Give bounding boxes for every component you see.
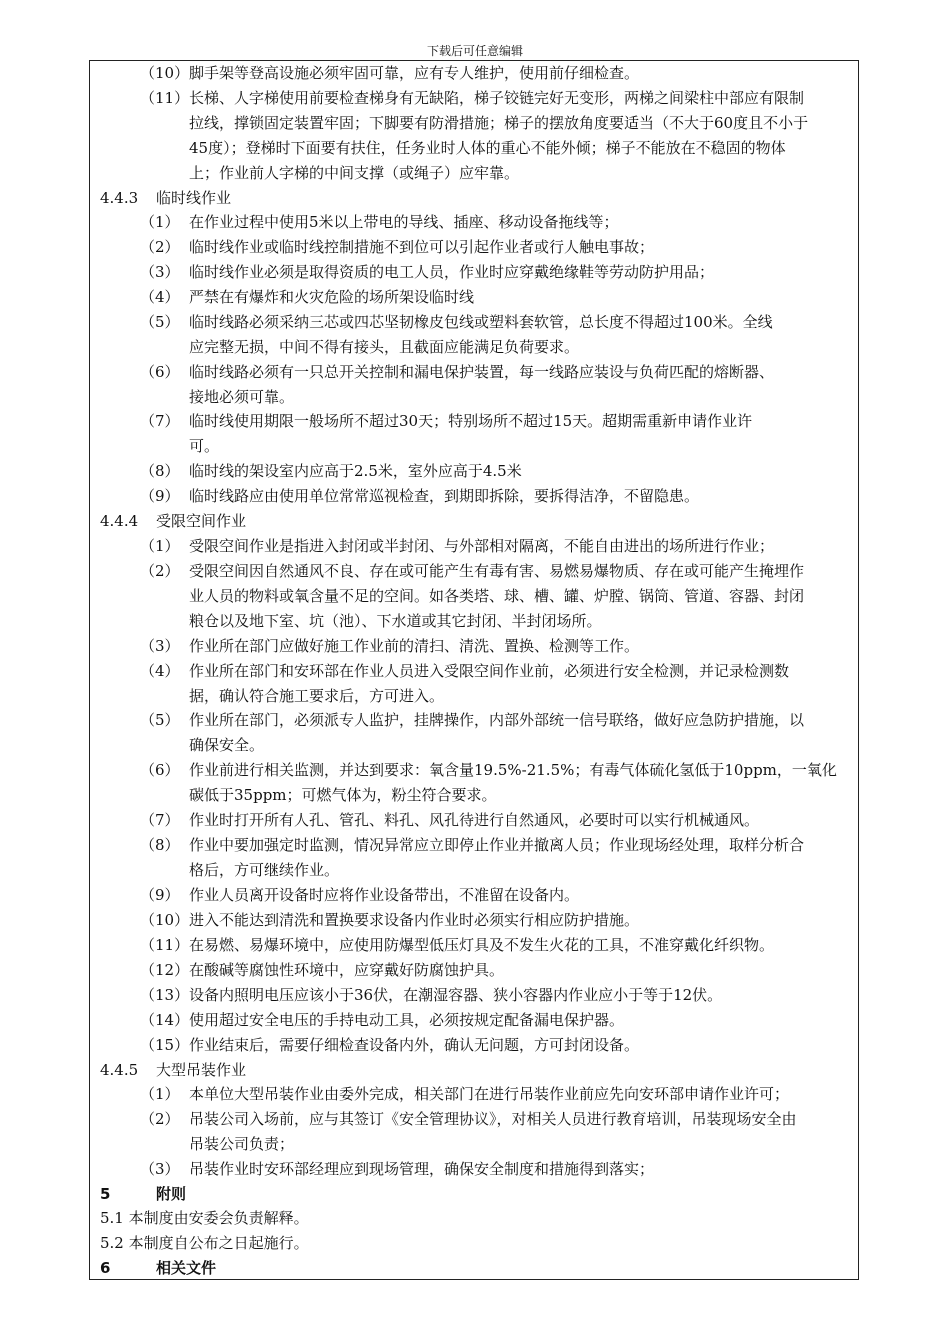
item-text: 在易燃、易爆环境中，应使用防爆型低压灯具及不发生火花的工具，不准穿戴化纤织物。 [189, 936, 775, 954]
item-text: 应完整无损，中间不得有接头，且截面应能满足负荷要求。 [189, 338, 580, 356]
item-text: 临时线路必须采纳三芯或四芯坚韧橡皮包线或塑料套软管，总长度不得超过100米。全线 [189, 313, 773, 331]
item-text: 作业前进行相关监测，并达到要求：氧含量19.5%-21.5%；有毒气体硫化氢低于10ppm，一氧化 [189, 761, 837, 779]
item-text: 作业结束后，需要仔细检查设备内外，确认无问题，方可封闭设备。 [189, 1036, 640, 1054]
item-number: （1） [140, 213, 180, 231]
item-text: 临时线作业或临时线控制措施不到位可以引起作业者或行人触电事故； [189, 238, 655, 256]
item-text: 吊装公司入场前，应与其签订《安全管理协议》，对相关人员进行教育培训，吊装现场安全由 [189, 1110, 797, 1128]
item-number: （14） [140, 1011, 190, 1029]
item-number: （13） [140, 986, 190, 1004]
item-text: 在作业过程中使用5米以上带电的导线、插座、移动设备拖线等； [189, 213, 619, 231]
item-text: 临时线路必须有一只总开关控制和漏电保护装置，每一线路应装设与负荷匹配的熔断器、 [189, 363, 775, 381]
item-number: （9） [140, 487, 180, 505]
item-text: 使用超过安全电压的手持电动工具，必须按规定配备漏电保护器。 [189, 1011, 625, 1029]
item-text: 作业中要加强定时监测，情况异常应立即停止作业并撤离人员；作业现场经处理，取样分析合 [189, 836, 805, 854]
item-number: （6） [140, 363, 180, 381]
item-text: 临时线路应由使用单位常常巡视检查，到期即拆除，要拆得洁净，不留隐患。 [189, 487, 700, 505]
item-number: （3） [140, 263, 180, 281]
item-text: 设备内照明电压应该小于36伏，在潮湿容器、狭小容器内作业应小于等于12伏。 [189, 986, 723, 1004]
item-number: （2） [140, 238, 180, 256]
item-text: 作业所在部门应做好施工作业前的清扫、清洗、置换、检测等工作。 [189, 637, 640, 655]
item-text: 作业时打开所有人孔、管孔、料孔、风孔待进行自然通风，必要时可以实行机械通风。 [189, 811, 760, 829]
item-text: 粮仓以及地下室、坑（池）、下水道或其它封闭、半封闭场所。 [189, 612, 602, 630]
item-number: （10） [140, 64, 190, 82]
item-number: （3） [140, 1160, 180, 1178]
item-text: 拉线，撑锁固定装置牢固；下脚要有防滑措施；梯子的摆放角度要适当（不大于60度且不小于 [189, 114, 809, 132]
item-number: （1） [140, 537, 180, 555]
section-number: 4.4.4 [100, 512, 139, 530]
item-number: （4） [140, 288, 180, 306]
item-text: 确保安全。 [189, 736, 265, 754]
chapter-number: 6 [100, 1259, 111, 1277]
item-text: 本单位大型吊装作业由委外完成，相关部门在进行吊装作业前应先向安环部申请作业许可； [189, 1085, 790, 1103]
section-number: 4.4.5 [100, 1061, 139, 1079]
item-text: 脚手架等登高设施必须牢固可靠，应有专人维护，使用前仔细检查。 [189, 64, 640, 82]
item-number: （7） [140, 412, 180, 430]
item-text: 上；作业前人字梯的中间支撑（或绳子）应牢靠。 [189, 164, 520, 182]
item-number: （11） [140, 936, 190, 954]
item-text: 临时线的架设室内应高于2.5米，室外应高于4.5米 [189, 462, 522, 480]
item-text: 进入不能达到清洗和置换要求设备内作业时必须实行相应防护措施。 [189, 911, 640, 929]
item-text: 格后，方可继续作业。 [189, 861, 340, 879]
item-number: （9） [140, 886, 180, 904]
item-text: 作业人员离开设备时应将作业设备带出，不准留在设备内。 [189, 886, 580, 904]
section-title: 大型吊装作业 [156, 1061, 247, 1079]
item-number: （2） [140, 1110, 180, 1128]
item-number: （2） [140, 562, 180, 580]
clause-text: 5.1 本制度由安委会负责解释。 [100, 1209, 309, 1227]
section-number: 4.4.3 [100, 189, 139, 207]
item-number: （4） [140, 662, 180, 680]
item-number: （5） [140, 313, 180, 331]
item-number: （12） [140, 961, 190, 979]
item-number: （3） [140, 637, 180, 655]
item-number: （15） [140, 1036, 190, 1054]
section-title: 临时线作业 [156, 189, 232, 207]
page-header: 下载后可任意编辑 [426, 44, 523, 58]
item-text: 接地必须可靠。 [189, 388, 295, 406]
chapter-number: 5 [100, 1185, 111, 1203]
item-number: （5） [140, 711, 180, 729]
item-text: 碳低于35ppm；可燃气体为，粉尘符合要求。 [189, 786, 497, 804]
item-text: 吊装作业时安环部经理应到现场管理，确保安全制度和措施得到落实； [189, 1160, 655, 1178]
item-text: 作业所在部门，必须派专人监护，挂牌操作，内部外部统一信号联络，做好应急防护措施，以 [189, 711, 805, 729]
item-text: 业人员的物料或氧含量不足的空间。如各类塔、球、槽、罐、炉膛、锅筒、管道、容器、封闭 [189, 587, 805, 605]
item-text: 45度）；登梯时下面要有扶住，任务业时人体的重心不能外倾；梯子不能放在不稳固的物体 [189, 139, 786, 157]
item-text: 受限空间因自然通风不良、存在或可能产生有毒有害、易燃易爆物质、存在或可能产生掩埋作 [189, 562, 805, 580]
item-text: 可。 [189, 437, 220, 455]
item-text: 据，确认符合施工要求后，方可进入。 [189, 687, 445, 705]
item-text: 临时线使用期限一般场所不超过30天；特别场所不超过15天。超期需重新申请作业许 [189, 412, 753, 430]
item-text: 吊装公司负责； [189, 1135, 295, 1153]
item-text: 长梯、人字梯使用前要检查梯身有无缺陷，梯子铰链完好无变形，两梯之间梁柱中部应有限制 [189, 89, 805, 107]
item-text: 严禁在有爆炸和火灾危险的场所架设临时线 [189, 288, 475, 306]
chapter-title: 附则 [156, 1185, 187, 1203]
item-number: （11） [140, 89, 190, 107]
item-number: （7） [140, 811, 180, 829]
clause-text: 5.2 本制度自公布之日起施行。 [100, 1234, 309, 1252]
chapter-title: 相关文件 [156, 1259, 217, 1277]
item-number: （1） [140, 1085, 180, 1103]
item-text: 临时线作业必须是取得资质的电工人员，作业时应穿戴绝缘鞋等劳动防护用品； [189, 263, 715, 281]
section-title: 受限空间作业 [156, 512, 247, 530]
item-text: 作业所在部门和安环部在作业人员进入受限空间作业前，必须进行安全检测，并记录检测数 [189, 662, 790, 680]
item-text: 在酸碱等腐蚀性环境中，应穿戴好防腐蚀护具。 [189, 961, 505, 979]
item-number: （8） [140, 836, 180, 854]
item-number: （10） [140, 911, 190, 929]
item-number: （6） [140, 761, 180, 779]
item-number: （8） [140, 462, 180, 480]
item-text: 受限空间作业是指进入封闭或半封闭、与外部相对隔离，不能自由进出的场所进行作业； [189, 537, 775, 555]
